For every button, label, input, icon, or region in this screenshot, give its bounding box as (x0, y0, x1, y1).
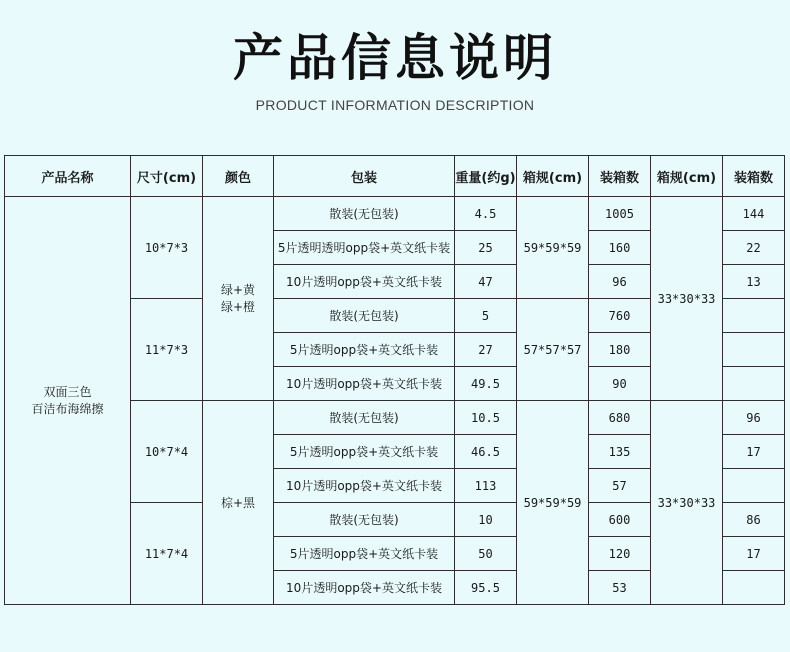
size-cell: 11*7*3 (131, 299, 203, 401)
qty-a-cell: 53 (589, 571, 651, 605)
qty-b-cell: 86 (723, 503, 785, 537)
package-cell: 10片透明opp袋+英文纸卡装 (274, 265, 455, 299)
weight-cell: 5 (455, 299, 517, 333)
table-row (5, 197, 785, 231)
package-cell: 5片透明透明opp袋+英文纸卡装 (274, 231, 455, 265)
package-cell: 散装(无包装) (274, 197, 455, 231)
box-spec-b-cell: 33*30*33 (651, 401, 723, 605)
product-name-line: 百洁布海绵擦 (31, 401, 104, 416)
qty-a-cell: 90 (589, 367, 651, 401)
col-header-box-spec-a: 箱规(cm) (517, 156, 589, 197)
col-header-weight: 重量(约g) (455, 156, 517, 197)
package-cell: 散装(无包装) (274, 401, 455, 435)
qty-b-cell: 17 (723, 537, 785, 571)
col-header-qty-b: 装箱数 (723, 156, 785, 197)
color-cell (203, 197, 274, 401)
size-cell: 10*7*4 (131, 401, 203, 503)
qty-a-cell: 96 (589, 265, 651, 299)
color-line: 绿+黄 (220, 282, 256, 297)
qty-b-cell: 17 (723, 435, 785, 469)
weight-cell: 27 (455, 333, 517, 367)
weight-cell: 113 (455, 469, 517, 503)
qty-b-cell (723, 571, 785, 605)
qty-a-cell: 1005 (589, 197, 651, 231)
weight-cell: 47 (455, 265, 517, 299)
col-header-size: 尺寸(cm) (131, 156, 203, 197)
qty-b-cell: 144 (723, 197, 785, 231)
weight-cell: 25 (455, 231, 517, 265)
package-cell: 10片透明opp袋+英文纸卡装 (274, 367, 455, 401)
table-header-row (5, 156, 785, 197)
size-cell: 11*7*4 (131, 503, 203, 605)
box-spec-b-cell: 33*30*33 (651, 197, 723, 401)
qty-b-cell: 22 (723, 231, 785, 265)
qty-b-cell: 13 (723, 265, 785, 299)
qty-a-cell: 680 (589, 401, 651, 435)
weight-cell: 95.5 (455, 571, 517, 605)
col-header-name: 产品名称 (5, 156, 131, 197)
box-spec-a-cell: 59*59*59 (517, 401, 589, 605)
weight-cell: 10.5 (455, 401, 517, 435)
package-cell: 5片透明opp袋+英文纸卡装 (274, 435, 455, 469)
box-spec-a-cell: 57*57*57 (517, 299, 589, 401)
size-cell: 10*7*3 (131, 197, 203, 299)
package-cell: 5片透明opp袋+英文纸卡装 (274, 333, 455, 367)
product-name-line: 双面三色 (43, 384, 92, 399)
qty-a-cell: 180 (589, 333, 651, 367)
qty-a-cell: 600 (589, 503, 651, 537)
box-spec-a-cell: 59*59*59 (517, 197, 589, 299)
weight-cell: 50 (455, 537, 517, 571)
package-cell: 散装(无包装) (274, 503, 455, 537)
qty-b-cell (723, 299, 785, 333)
page-subtitle: PRODUCT INFORMATION DESCRIPTION (255, 97, 535, 113)
qty-a-cell: 760 (589, 299, 651, 333)
col-header-color: 颜色 (203, 156, 274, 197)
col-header-package: 包装 (274, 156, 455, 197)
qty-a-cell: 135 (589, 435, 651, 469)
qty-b-cell (723, 469, 785, 503)
qty-a-cell: 160 (589, 231, 651, 265)
qty-b-cell: 96 (723, 401, 785, 435)
product-name-cell (5, 197, 131, 605)
qty-a-cell: 120 (589, 537, 651, 571)
col-header-box-spec-b: 箱规(cm) (651, 156, 723, 197)
color-cell: 棕+黑 (203, 401, 274, 605)
col-header-qty-a: 装箱数 (589, 156, 651, 197)
qty-b-cell (723, 367, 785, 401)
weight-cell: 46.5 (455, 435, 517, 469)
package-cell: 散装(无包装) (274, 299, 455, 333)
weight-cell: 10 (455, 503, 517, 537)
weight-cell: 49.5 (455, 367, 517, 401)
product-info-table (4, 155, 785, 605)
page-title: 产品信息说明 (233, 29, 557, 87)
qty-b-cell (723, 333, 785, 367)
weight-cell: 4.5 (455, 197, 517, 231)
package-cell: 10片透明opp袋+英文纸卡装 (274, 571, 455, 605)
package-cell: 5片透明opp袋+英文纸卡装 (274, 537, 455, 571)
package-cell: 10片透明opp袋+英文纸卡装 (274, 469, 455, 503)
qty-a-cell: 57 (589, 469, 651, 503)
color-line: 绿+橙 (220, 299, 256, 314)
